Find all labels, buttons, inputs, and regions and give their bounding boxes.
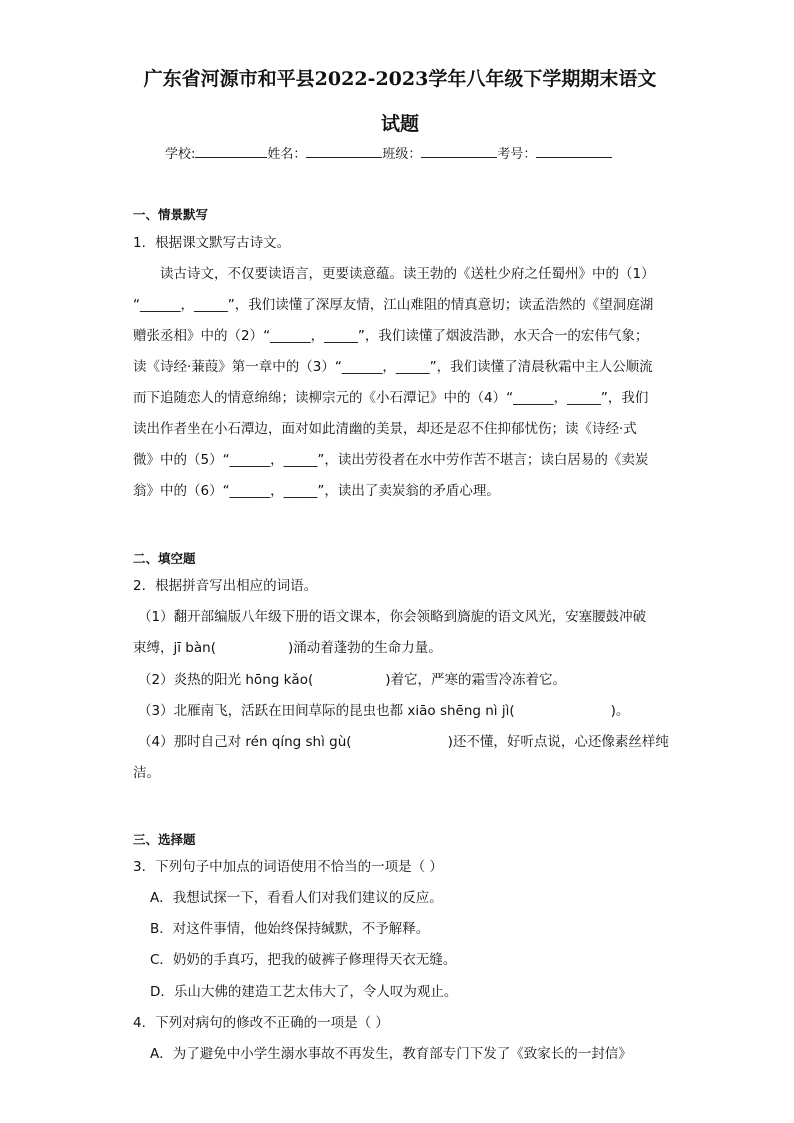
question-2-part-1-cont [133, 638, 663, 658]
question-3-option-b[interactable]: B．对这件事情，他始终保持缄默，不予解释。 [150, 921, 430, 937]
student-info-line [165, 143, 635, 165]
question-3-option-d[interactable]: D．乐山大佛的建造工艺太伟大了，令人叹为观止。 [150, 984, 458, 1000]
sentence-tail: )。 [610, 703, 630, 719]
question-1-stem: 1．根据课文默写古诗文。 [133, 235, 291, 251]
section-heading-3: 三、选择题 [133, 832, 196, 847]
question-3-option-a[interactable]: A．我想试探一下，看看人们对我们建议的反应。 [150, 890, 443, 906]
question-2-part-1: （1）翻开部编版八年级下册的语文课本，你会领略到旖旎的语文风光，安塞腰鼓冲破 [138, 609, 647, 625]
school-blank[interactable] [195, 143, 267, 158]
question-1-line: 读古诗文，不仅要读语言，更要读意蕴。读王勃的《送杜少府之任蜀州》中的（1） [160, 266, 655, 282]
sentence-tail: )还不懂，好听点说，心还像素丝样纯 [447, 734, 669, 750]
section-heading-2: 二、填空题 [133, 551, 196, 566]
question-3-option-c[interactable]: C．奶奶的手真巧，把我的破裤子修理得天衣无缝。 [150, 952, 457, 968]
number-blank[interactable] [536, 143, 612, 158]
question-4-stem: 4．下列对病句的修改不正确的一项是（ ） [133, 1015, 389, 1031]
name-blank[interactable] [306, 143, 382, 158]
section-heading-1: 一、情景默写 [133, 207, 209, 222]
question-2-part-3 [138, 701, 668, 721]
exam-title-line1: 广东省河源市和平县2022-2023学年八年级下学期期末语文 [143, 68, 657, 90]
question-1-line: 而下追随恋人的情意绵绵；读柳宗元的《小石潭记》中的（4）“______，_____”，我们 [133, 390, 649, 406]
question-2-stem: 2．根据拼音写出相应的词语。 [133, 578, 318, 594]
pinyin-prompt: （3）北雁南飞，活跃在田间草际的昆虫也都 xiāo shēng nì jì( [138, 703, 515, 719]
sentence-tail: )着它，严寒的霜雪冷冻着它。 [385, 672, 567, 688]
sentence-tail: )涌动着蓬勃的生命力量。 [287, 640, 442, 656]
question-3-stem: 3．下列句子中加点的词语使用不恰当的一项是（ ） [133, 859, 443, 875]
school-label: 学校: [165, 147, 196, 162]
question-1-line: 读出作者坐在小石潭边，面对如此清幽的美景，却还是忍不住抑郁忧伤；读《诗经·式 [133, 421, 637, 437]
question-2-part-2 [138, 670, 668, 690]
pinyin-prompt: 束缚，jī bàn( [133, 640, 216, 656]
question-1-line: 读《诗经·蒹葭》第一章中的（3）“______，_____”，我们读懂了清晨秋霜中主人公顺流 [133, 359, 653, 375]
question-1-line: 赠张丞相》中的（2）“______，_____”，我们读懂了烟波浩渺，水天合一的宏伟气象； [133, 328, 649, 344]
number-label: 考号： [497, 147, 537, 162]
question-1-line: 翁》中的（6）“______，_____”，读出了卖炭翁的矛盾心理。 [133, 483, 500, 499]
class-label: 班级： [382, 147, 422, 162]
class-blank[interactable] [421, 143, 497, 158]
question-4-option-a[interactable]: A．为了避免中小学生溺水事故不再发生，教育部专门下发了《致家长的一封信》 [150, 1046, 632, 1062]
pinyin-prompt: （2）炎热的阳光 hōng kǎo( [138, 672, 314, 688]
question-2-part-4 [138, 732, 668, 752]
pinyin-prompt: （4）那时自己对 rén qíng shì gù( [138, 734, 352, 750]
question-2-part-4-cont: 洁。 [133, 765, 160, 781]
name-label: 姓名： [267, 147, 307, 162]
exam-title-line2: 试题 [380, 113, 419, 135]
question-1-line: “______，_____”，我们读懂了深厚友情，江山难阻的情真意切；读孟浩然的《望洞庭湖 [133, 297, 654, 313]
question-1-line: 微》中的（5）“______，_____”，读出劳役者在水中劳作苦不堪言；读白居易的《卖炭 [133, 452, 649, 468]
